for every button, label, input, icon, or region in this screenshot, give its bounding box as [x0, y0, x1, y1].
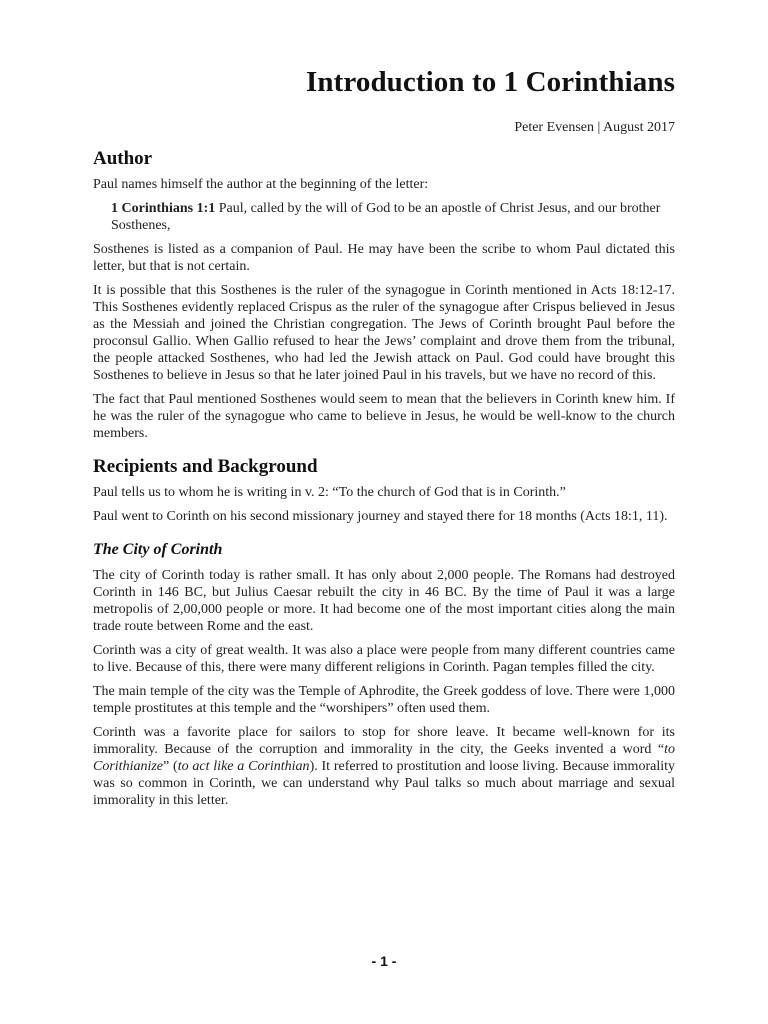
city-heading: The City of Corinth: [93, 541, 223, 558]
page-number: - 1 -: [371, 953, 397, 969]
quote-text: Paul, called by the will of God to be an apostle of Christ Jesus, and our brother Sosthenes,: [111, 201, 661, 233]
author-paragraph-3: The fact that Paul mentioned Sosthenes would seem to mean that the believers in Corinth knew him. If he was the ruler of the synagogue who came to believe in Jesus, he would be well-know to the church members.: [93, 392, 675, 441]
author-paragraph-2: It is possible that this Sosthenes is the ruler of the synagogue in Corinth mentioned in Acts 18:12-17. This Sosthenes evidently replaced Crispus as the ruler of the synagogue after Crispus believed in Jesus as the Messiah and joined the Christian congregation. The Jews of Corinth brought Paul before the proconsul Gallio. When Gallio refused to hear the Jews’ complaint and drove them from the tribunal, the people attacked Sosthenes, who had led the Jewish attack on Paul. God could have brought this Sosthenes to believe in Jesus so that he later joined Paul in his travels, but we have no record of this.: [93, 283, 675, 383]
corinthianize-term: to Corithianize: [93, 742, 675, 774]
city-section: [93, 541, 675, 809]
page-title: Introduction to 1 Corinthians: [306, 66, 675, 98]
recipients-section: [93, 456, 675, 525]
recipients-heading: Recipients and Background: [93, 456, 318, 477]
recipients-paragraph-2: Paul went to Corinth on his second missionary journey and stayed there for 18 months (Acts 18:1, 11).: [93, 509, 668, 524]
city-paragraph-4: [93, 724, 675, 809]
author-heading: Author: [93, 148, 153, 169]
document-body: [93, 148, 675, 816]
author-section: [93, 148, 675, 442]
quote-reference: 1 Corinthians 1:1: [111, 201, 216, 216]
city-paragraph-2: Corinth was a city of great wealth. It was also a place were people from many different countries came to live. Because of this, there were many different religions in Corinth. Pagan temples filled the city.: [93, 643, 675, 675]
author-intro: Paul names himself the author at the beginning of the letter:: [93, 177, 429, 192]
city-paragraph-4-text-c: ). It referred to prostitution and loose living. Because immorality was so common in Corinth, we can understand why Paul talks so much about marriage and sexual immorality in this letter.: [93, 759, 675, 808]
corinthianize-gloss: to act like a Corinthian: [177, 759, 310, 774]
city-paragraph-3: The main temple of the city was the Temple of Aphrodite, the Greek goddess of love. There were 1,000 temple prostitutes at this temple and the “worshipers” often used them.: [93, 684, 675, 716]
byline: Peter Evensen | August 2017: [514, 120, 675, 135]
city-paragraph-4-text-b: ” (: [163, 759, 178, 774]
scripture-quote: [111, 200, 675, 234]
city-paragraph-1: The city of Corinth today is rather small. It has only about 2,000 people. The Romans had destroyed Corinth in 146 BC, but Julius Caesar rebuilt the city in 46 BC. By the time of Paul it was a large metropolis of 2,00,000 people or more. It had become one of the most important cities along the main trade route between Rome and the east.: [93, 568, 675, 634]
author-paragraph-1: Sosthenes is listed as a companion of Paul. He may have been the scribe to whom Paul dictated this letter, but that is not certain.: [93, 242, 675, 274]
city-paragraph-4-text-a: Corinth was a favorite place for sailors to stop for shore leave. It became well-known for its immorality. Because of the corruption and immorality in the city, the Geeks invented a word “: [93, 725, 675, 757]
recipients-paragraph-1: Paul tells us to whom he is writing in v. 2: “To the church of God that is in Corinth.”: [93, 485, 566, 500]
